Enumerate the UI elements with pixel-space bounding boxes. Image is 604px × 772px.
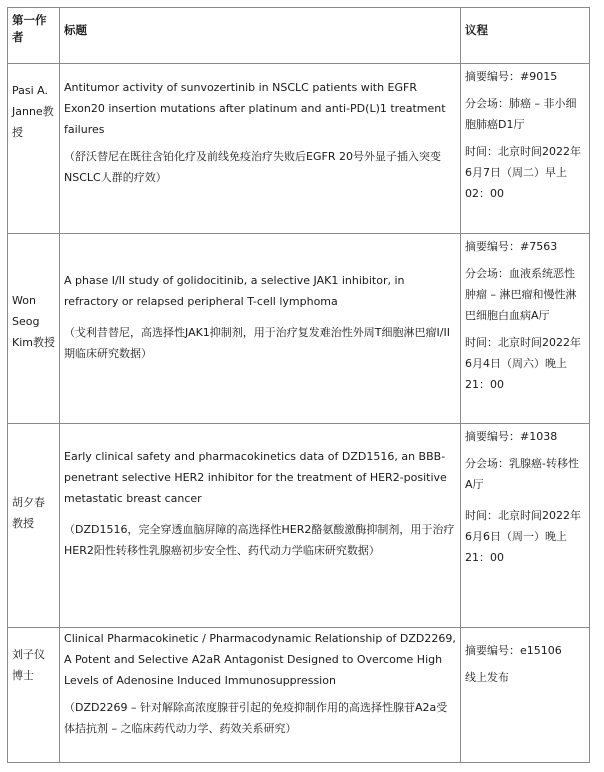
session: 线上发布 [465,671,510,684]
agenda-cell [461,64,590,234]
abstracts-table [7,7,590,763]
title-cn: （戈利昔替尼，高选择性JAK1抑制剂，用于治疗复发难治性外周T细胞淋巴瘤I/II期临床研究数据） [64,326,450,360]
title-cell [60,64,461,234]
title-en: Clinical Pharmacokinetic / Pharmacodynamic Relationship of DZD2269, A Potent and Selective A2aR Antagonist Designed to Overcome High Levels of Adenosine Induced Immunosuppression [64,632,456,687]
author-cell [8,64,60,234]
abstract-number: 摘要编号：#7563 [465,240,558,253]
time: 时间：北京时间2022年6月7日（周二）早上02：00 [465,145,582,200]
header-title: 标题 [60,8,461,64]
author-cell [8,628,60,763]
session: 分会场：肺癌 – 非小细胞肺癌D1厅 [465,97,577,131]
session: 分会场：血液系统恶性肿瘤 – 淋巴瘤和慢性淋巴细胞白血病A厅 [465,267,577,322]
author-cell [8,424,60,628]
table-row [8,424,590,628]
title-en: A phase I/II study of golidocitinib, a selective JAK1 inhibitor, in refractory or relapsed peripheral T-cell lymphoma [64,274,405,308]
title-cell [60,424,461,628]
header-author: 第一作者 [8,8,60,64]
author-name: Won Seog Kim教授 [12,294,55,349]
table-header-row [8,8,590,64]
abstract-number: 摘要编号：#9015 [465,70,558,83]
title-en: Antitumor activity of sunvozertinib in NSCLC patients with EGFR Exon20 insertion mutations after platinum and anti-PD(L)1 treatment failures [64,81,446,136]
author-name: 刘子仪博士 [12,648,45,682]
title-cell [60,234,461,424]
time: 时间：北京时间2022年6月6日（周一）晚上21：00 [465,509,582,564]
agenda-cell [461,234,590,424]
title-cn: （DZD1516，完全穿透血脑屏障的高选择性HER2酪氨酸激酶抑制剂，用于治疗HER2阳性转移性乳腺癌初步安全性、药代动力学临床研究数据） [64,523,455,557]
title-cn: （DZD2269 – 针对解除高浓度腺苷引起的免疫抑制作用的高选择性腺苷A2a受体拮抗剂 – 之临床药代动力学、药效关系研究） [64,701,448,735]
author-name: 胡夕春教授 [12,496,45,530]
agenda-cell [461,628,590,763]
header-agenda: 议程 [461,8,590,64]
session: 分会场：乳腺癌-转移性A厅 [465,457,579,491]
table-row [8,64,590,234]
author-cell [8,234,60,424]
agenda-cell [461,424,590,628]
title-en: Early clinical safety and pharmacokinetics data of DZD1516, an BBB-penetrant selective HER2 inhibitor for the treatment of HER2-positive metastatic breast cancer [64,450,447,505]
table-row [8,628,590,763]
abstract-number: 摘要编号：e15106 [465,644,562,657]
time: 时间：北京时间2022年6月4日（周六）晚上21：00 [465,336,582,391]
author-name: Pasi A. Janne教授 [12,84,54,139]
title-cn: （舒沃替尼在既往含铂化疗及前线免疫治疗失败后EGFR 20号外显子插入突变NSCLC人群的疗效） [64,150,441,184]
table-row [8,234,590,424]
title-cell [60,628,461,763]
abstract-number: 摘要编号：#1038 [465,430,558,443]
